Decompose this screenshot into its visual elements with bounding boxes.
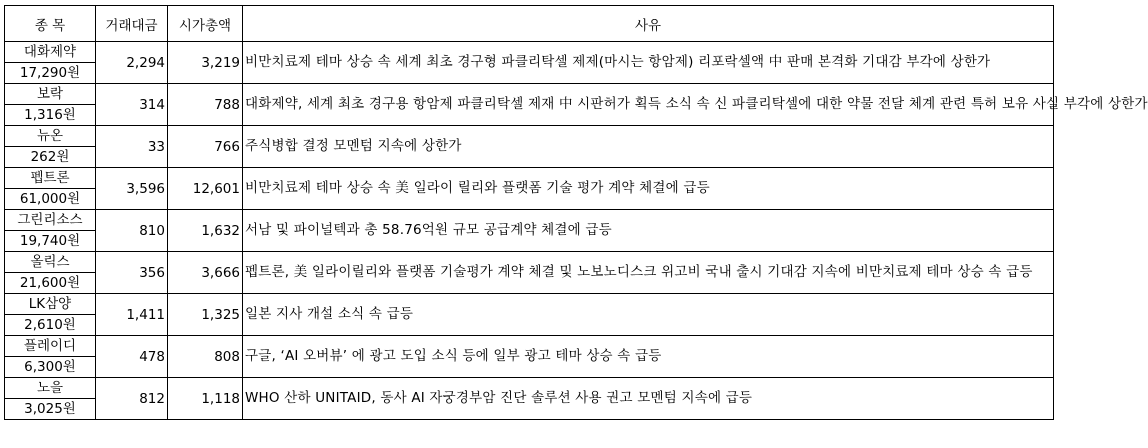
stock-table	[4, 5, 1148, 420]
stock-price: 17,290원	[5, 63, 96, 84]
trading-volume: 1,411	[96, 294, 168, 336]
header-market-cap: 시가총액	[168, 6, 243, 42]
stock-price: 262원	[5, 147, 96, 168]
stock-name: 펩트론	[5, 168, 96, 189]
header-volume: 거래대금	[96, 6, 168, 42]
stock-price: 61,000원	[5, 189, 96, 210]
market-cap: 808	[168, 336, 243, 378]
table-row	[5, 210, 1054, 231]
table-row	[5, 378, 1054, 399]
reason-text: 펩트론, 美 일라이릴리와 플랫폼 기술평가 계약 체결 및 노보노디스크 위고비 국내 출시 기대감 지속에 비만치료제 테마 상승 속 급등	[243, 252, 1054, 294]
table-row	[5, 252, 1054, 273]
reason-text: 일본 지사 개설 소식 속 급등	[243, 294, 1054, 336]
stock-price: 3,025원	[5, 399, 96, 420]
reason-text: 비만치료제 테마 상승 속 세계 최초 경구형 파클리탁셀 제제(마시는 항암제) 리포락셀액 中 판매 본격화 기대감 부각에 상한가	[243, 42, 1054, 84]
stock-name: 플레이디	[5, 336, 96, 357]
reason-text: 주식병합 결정 모멘텀 지속에 상한가	[243, 126, 1054, 168]
table-row	[5, 126, 1054, 147]
market-cap: 788	[168, 84, 243, 126]
reason-text: 대화제약, 세계 최초 경구용 항암제 파클리탁셀 제재 中 시판허가 획득 소식 속 신 파클리탁셀에 대한 약물 전달 체계 관련 특허 보유 사실 부각에 상한가	[243, 84, 1054, 126]
market-cap: 3,666	[168, 252, 243, 294]
market-cap: 3,219	[168, 42, 243, 84]
header-name: 종 목	[5, 6, 96, 42]
reason-text: 비만치료제 테마 상승 속 美 일라이 릴리와 플랫폼 기술 평가 계약 체결에 급등	[243, 168, 1054, 210]
stock-price: 2,610원	[5, 315, 96, 336]
stock-name: 그린리소스	[5, 210, 96, 231]
market-cap: 1,632	[168, 210, 243, 252]
market-cap: 1,325	[168, 294, 243, 336]
header-row	[5, 6, 1054, 42]
market-cap: 12,601	[168, 168, 243, 210]
table-row	[5, 168, 1054, 189]
trading-volume: 356	[96, 252, 168, 294]
reason-text: 서남 및 파이널텍과 총 58.76억원 규모 공급계약 체결에 급등	[243, 210, 1054, 252]
stock-name: LK삼양	[5, 294, 96, 315]
reason-text: WHO 산하 UNITAID, 동사 AI 자궁경부암 진단 솔루션 사용 권고 모멘텀 지속에 급등	[243, 378, 1054, 420]
trading-volume: 810	[96, 210, 168, 252]
trading-volume: 478	[96, 336, 168, 378]
stock-price: 1,316원	[5, 105, 96, 126]
trading-volume: 2,294	[96, 42, 168, 84]
market-cap: 766	[168, 126, 243, 168]
stock-name: 노을	[5, 378, 96, 399]
trading-volume: 314	[96, 84, 168, 126]
stock-name: 보락	[5, 84, 96, 105]
trading-volume: 812	[96, 378, 168, 420]
table-row	[5, 42, 1054, 63]
market-cap: 1,118	[168, 378, 243, 420]
stock-name: 뉴온	[5, 126, 96, 147]
table-row	[5, 336, 1054, 357]
stock-name: 올릭스	[5, 252, 96, 273]
table-row	[5, 294, 1054, 315]
stock-price: 21,600원	[5, 273, 96, 294]
stock-name: 대화제약	[5, 42, 96, 63]
stock-price: 6,300원	[5, 357, 96, 378]
trading-volume: 3,596	[96, 168, 168, 210]
header-reason: 사유	[243, 6, 1054, 42]
reason-text: 구글, ‘AI 오버뷰’ 에 광고 도입 소식 등에 일부 광고 테마 상승 속 급등	[243, 336, 1054, 378]
stock-price: 19,740원	[5, 231, 96, 252]
table-row	[5, 84, 1054, 105]
trading-volume: 33	[96, 126, 168, 168]
